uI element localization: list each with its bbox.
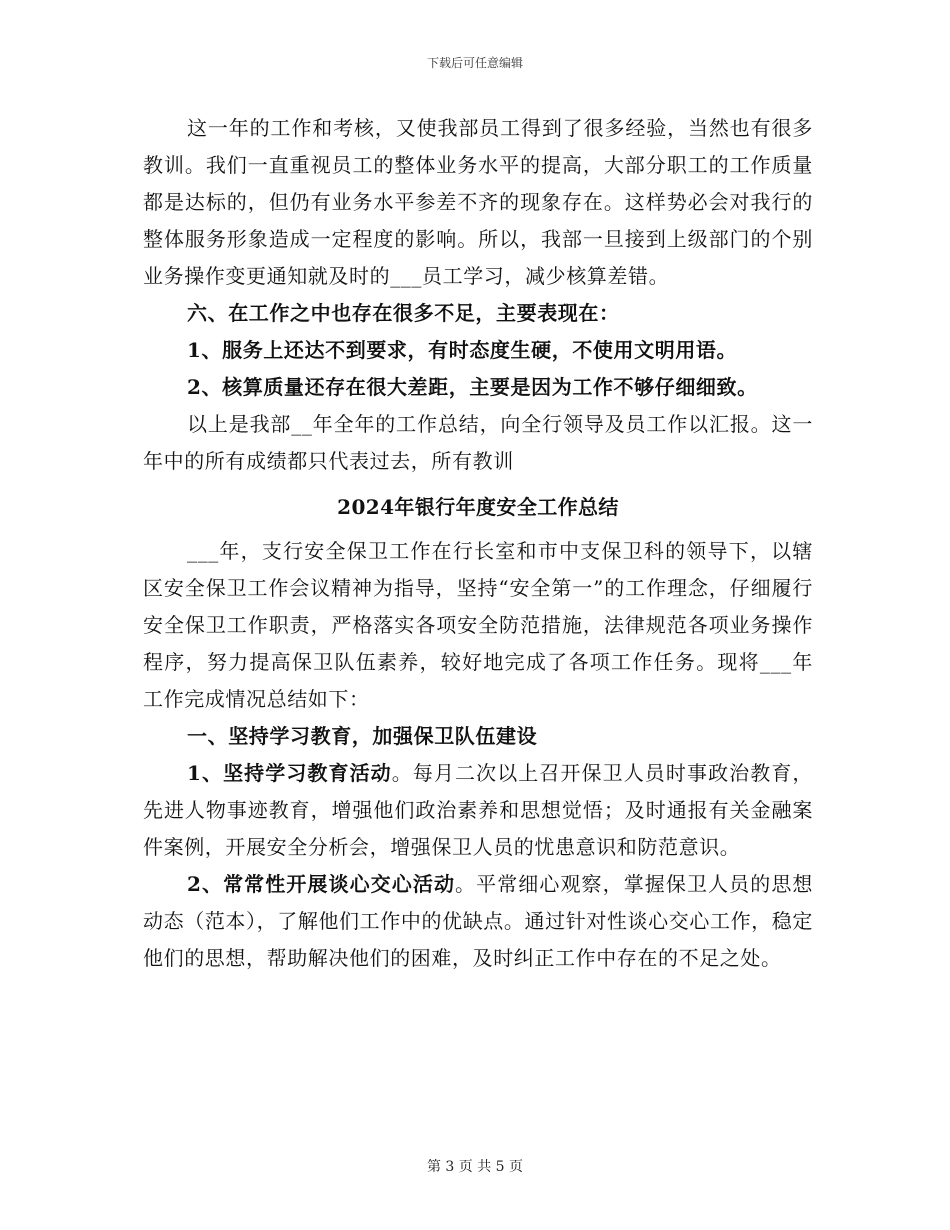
page-footer: 第 3 页 共 5 页 (426, 1159, 524, 1175)
section-heading-shortcomings: 六、在工作之中也存在很多不足，主要表现在： (187, 301, 620, 325)
paragraph-summary-report: 以上是我部__年全年的工作总结，向全行领导及员工作以汇报。这一年中的所有成绩都只代表过去，所有教训 (143, 412, 813, 473)
shortcoming-item-1: 1、服务上还达不到要求，有时态度生硬，不使用文明用语。 (187, 338, 738, 362)
document-title: 2024年银行年度安全工作总结 (337, 495, 619, 519)
paragraph-body-2: 。平常细心观察，掌握保卫人员的思想动态（范本），了解他们工作中的优缺点。通过针对性谈心交心工作，稳定他们的思想，帮助解决他们的困难，及时纠正工作中存在的不足之处。 (143, 872, 813, 970)
shortcoming-item-2: 2、核算质量还存在很大差距，主要是因为工作不够仔细细致。 (187, 375, 758, 399)
paragraph-intro: ___年，支行安全保卫工作在行长室和市中支保卫科的领导下，以辖区安全保卫工作会议精神为指导，坚持“安全第一”的工作理念，仔细履行安全保卫工作职责，严格落实各项安全防范措施，法律规范各项业务操作程序，努力提高保卫队伍素养，较好地完成了各项工作任务。现将___年工作完成情况总结如下： (143, 539, 813, 711)
document-body (143, 110, 813, 977)
paragraph-study-education (143, 755, 813, 866)
header-note: 下载后可任意编辑 (426, 56, 523, 70)
paragraph-heart-talk (143, 866, 813, 977)
paragraph-lead-1: 1、坚持学习教育活动 (187, 761, 392, 785)
section-heading-1: 一、坚持学习教育，加强保卫队伍建设 (187, 724, 538, 748)
paragraph-experience: 这一年的工作和考核，又使我部员工得到了很多经验，当然也有很多教训。我们一直重视员工的整体业务水平的提高，大部分职工的工作质量都是达标的，但仍有业务水平参差不齐的现象存在。这样势必会对我行的整体服务形象造成一定程度的影响。所以，我部一旦接到上级部门的个别业务操作变更通知就及时的___员工学习，减少核算差错。 (143, 116, 813, 288)
paragraph-lead-2: 2、常常性开展谈心交心活动 (187, 872, 456, 896)
paragraph-body-1: 。每月二次以上召开保卫人员时事政治教育，先进人物事迹教育，增强他们政治素养和思想觉悟；及时通报有关金融案件案例，开展安全分析会，增强保卫人员的忧患意识和防范意识。 (143, 761, 814, 859)
